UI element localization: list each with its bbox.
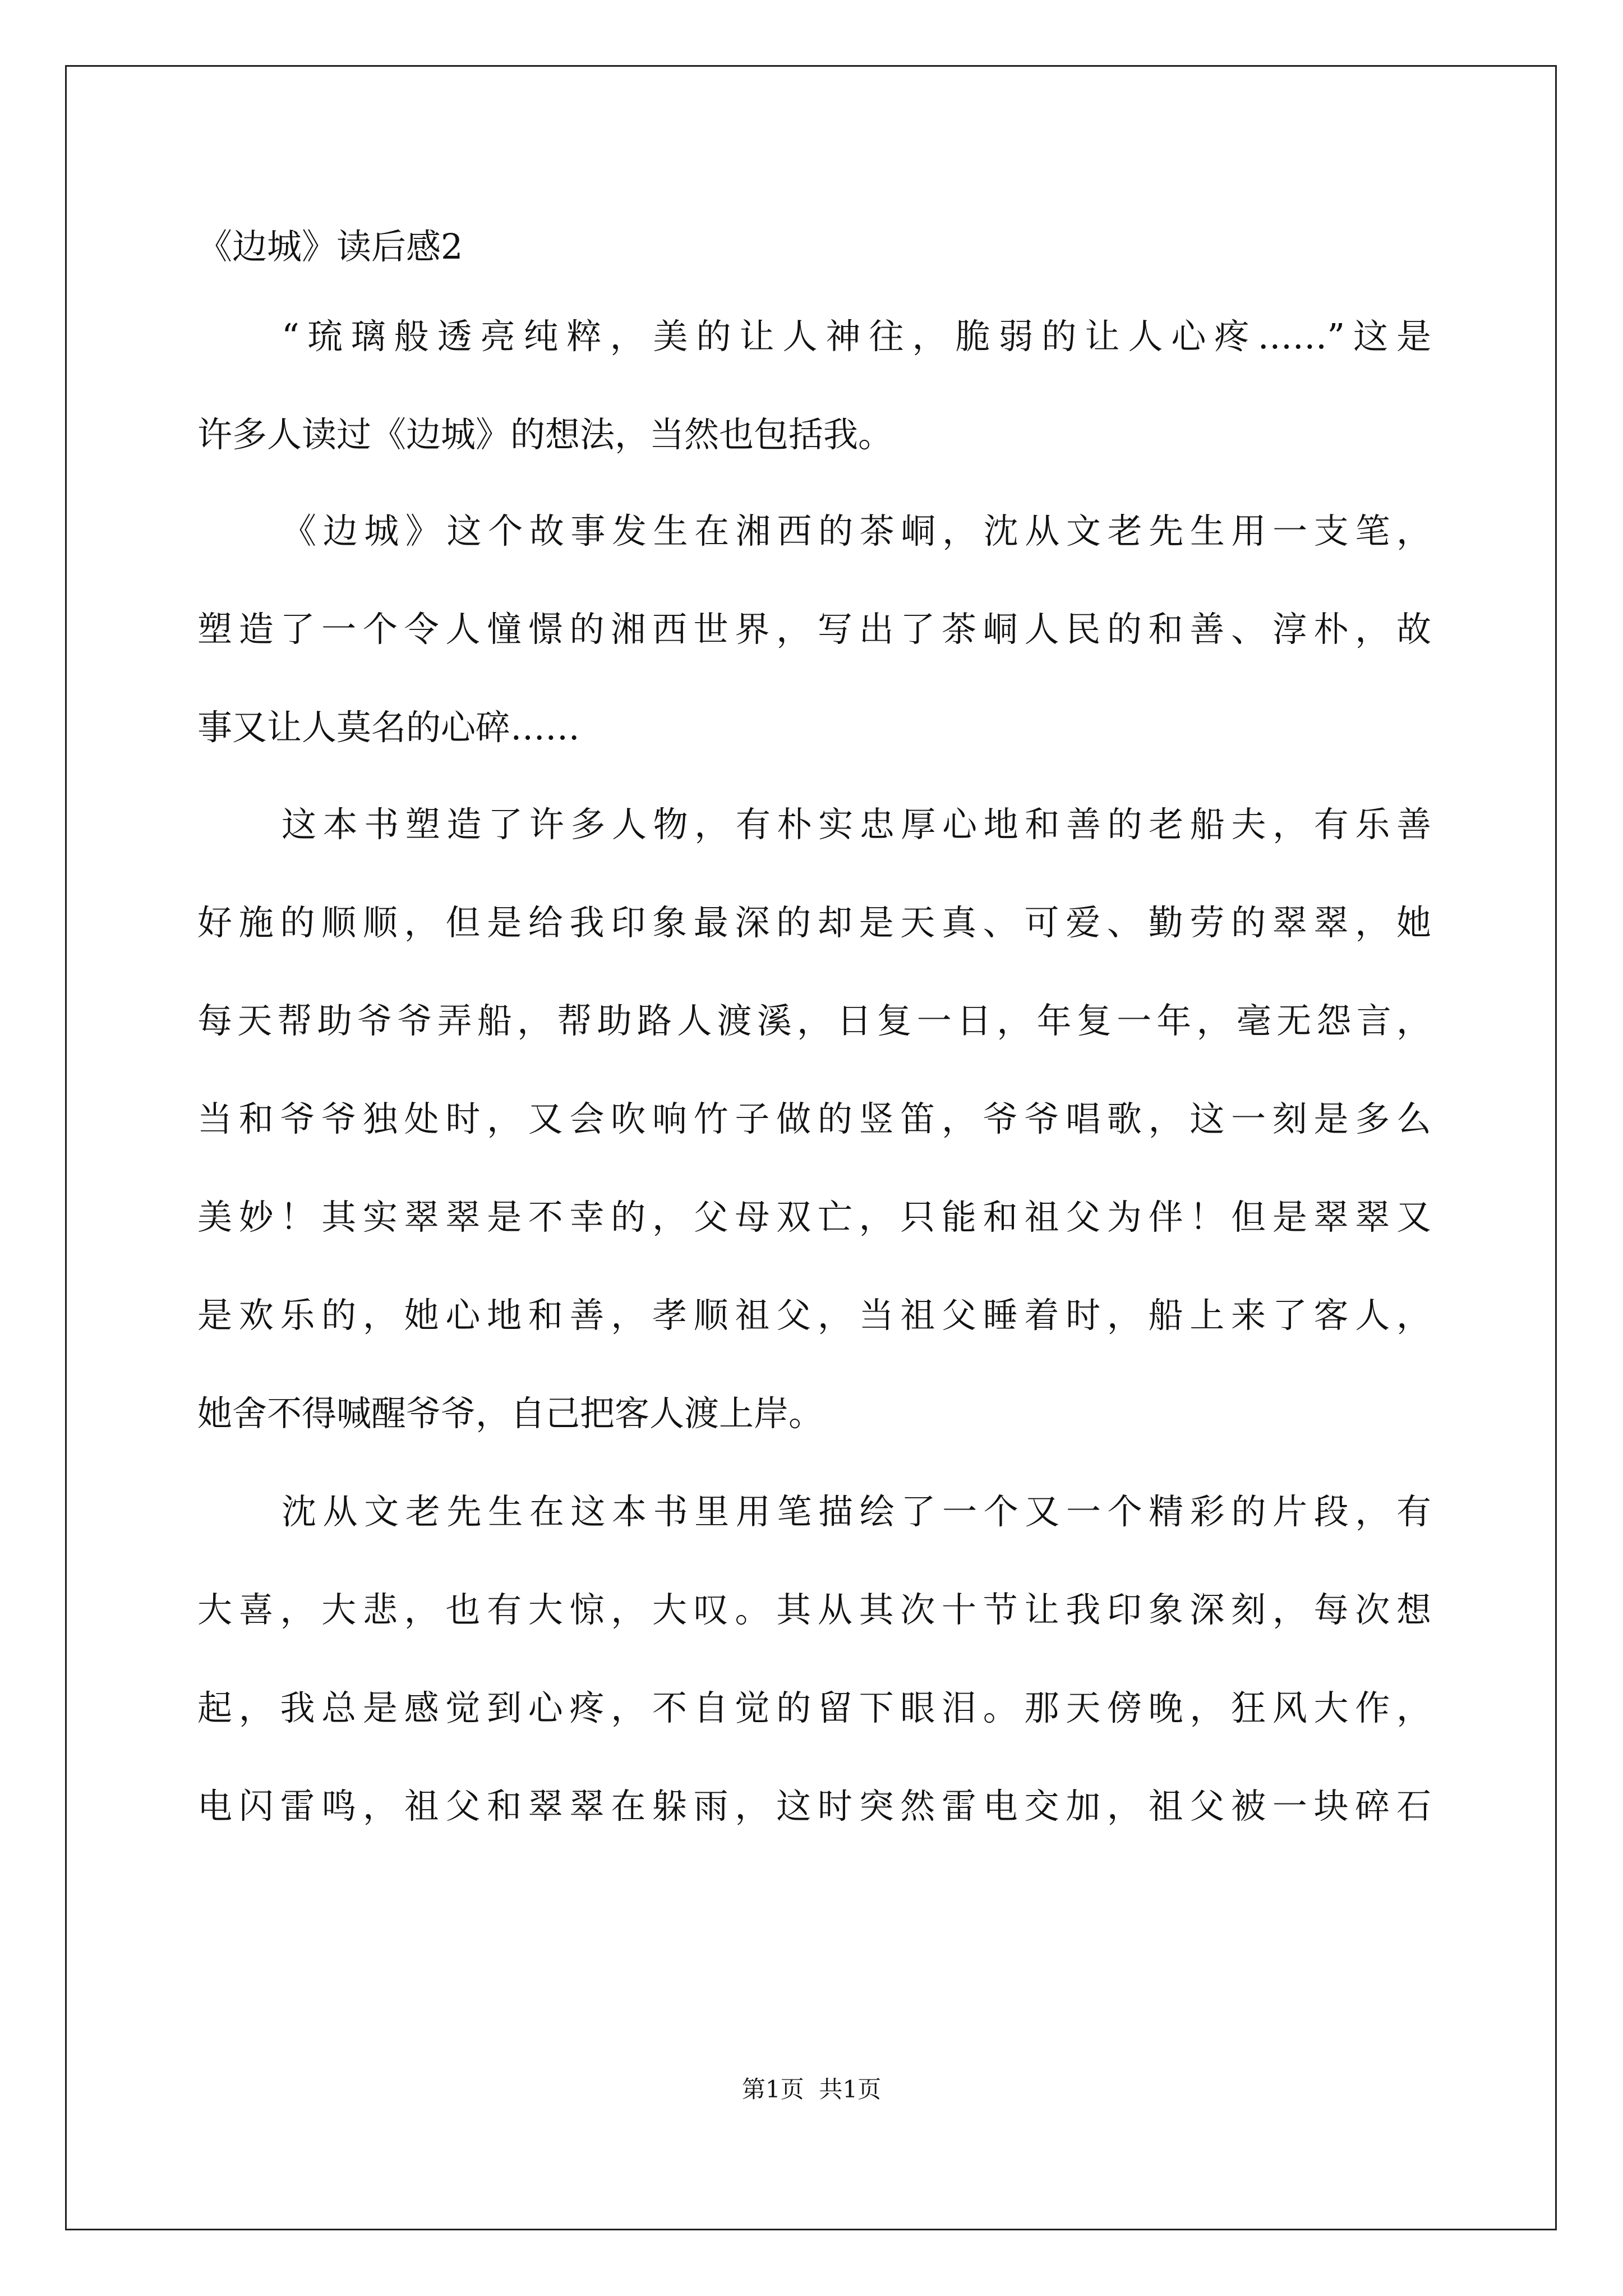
- text-line: 是欢乐的，她心地和善，孝顺祖父，当祖父睡着时，船上来了客人，: [197, 1295, 1431, 1336]
- text-line: 大喜，大悲，也有大惊，大叹。其从其次十节让我印象深刻，每次想: [197, 1589, 1431, 1630]
- text-line: 事又让人莫名的心碎……: [197, 707, 580, 748]
- text-line: 当和爷爷独处时，又会吹响竹子做的竖笛，爷爷唱歌，这一刻是多么: [197, 1098, 1431, 1139]
- text-line: 她舍不得喊醒爷爷，自己把客人渡上岸。: [197, 1393, 824, 1434]
- text-line: 美妙！其实翠翠是不幸的，父母双亡，只能和祖父为伴！但是翠翠又: [197, 1197, 1431, 1237]
- text-line: 好施的顺顺，但是给我印象最深的却是天真、可爱、勤劳的翠翠，她: [197, 902, 1431, 943]
- text-line: 塑造了一个令人憧憬的湘西世界，写出了茶峒人民的和善、淳朴，故: [197, 609, 1431, 650]
- text-line: 起，我总是感觉到心疼，不自觉的留下眼泪。那天傍晚，狂风大作，: [197, 1687, 1431, 1728]
- text-line: 《边城》这个故事发生在湘西的茶峒，沈从文老先生用一支笔，: [282, 510, 1431, 551]
- text-line: 沈从文老先生在这本书里用笔描绘了一个又一个精彩的片段，有: [282, 1491, 1431, 1532]
- text-line: 这本书塑造了许多人物，有朴实忠厚心地和善的老船夫，有乐善: [282, 804, 1431, 845]
- page-number: 第1页 共1页: [741, 2076, 882, 2103]
- text-line: 每天帮助爷爷弄船，帮助路人渡溪，日复一日，年复一年，毫无怨言，: [197, 1000, 1431, 1041]
- text-line: 许多人读过《边城》的想法，当然也包括我。: [197, 414, 893, 455]
- text-line: 电闪雷鸣，祖父和翠翠在躲雨，这时突然雷电交加，祖父被一块碎石: [197, 1786, 1431, 1826]
- text-line: “琉璃般透亮纯粹，美的让人神往，脆弱的让人心疼……”这是: [282, 316, 1431, 357]
- document-title: 《边城》读后感2: [197, 226, 463, 267]
- page-frame: [65, 65, 1557, 2230]
